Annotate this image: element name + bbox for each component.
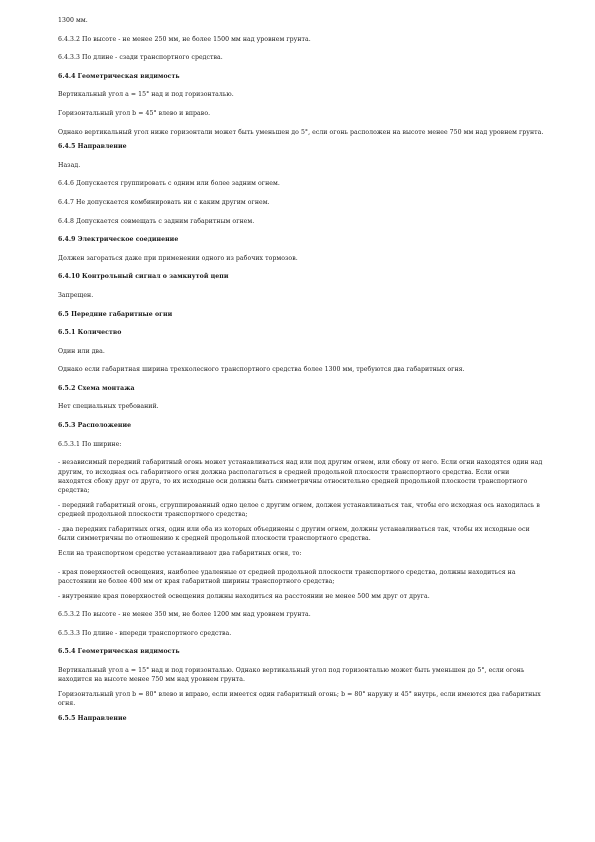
clause-height: 6.4.3.2 По высоте - не менее 250 мм, не более 1500 мм над уровнем грунта. bbox=[58, 35, 311, 43]
paragraph: 6.4.8 Допускается совмещать с задним габаритным огнем. bbox=[58, 217, 255, 225]
paragraph: 6.5.3.3 По длине - впереди транспортного средства. bbox=[58, 629, 232, 637]
paragraph: Вертикальный угол a = 15° над и под горизонталью. bbox=[58, 91, 234, 99]
section-heading: 6.4.9 Электрическое соединение bbox=[58, 236, 179, 244]
paragraph: 6.5.3.1 По ширине: bbox=[58, 440, 122, 448]
paragraph: Запрещен. bbox=[58, 291, 94, 299]
paragraph: Если на транспортном средстве устанавливают два габаритных огня, то: bbox=[58, 550, 302, 558]
paragraph: 6.4.7 Не допускается комбинировать ни с каким другим огнем. bbox=[58, 198, 270, 206]
section-heading: 6.5.1 Количество bbox=[58, 329, 122, 337]
paragraph: Однако если габаритная ширина трехколесного транспортного средства более 1300 мм, требуются два габаритных огня. bbox=[58, 366, 465, 374]
paragraph: Нет специальных требований. bbox=[58, 403, 159, 411]
list-item: - передний габаритный огонь, сгруппированный одно целое с другим огнем, должен устанавливаться так, чтобы его исходная ось находилась в средней продольной плоскости транспортного средства; bbox=[58, 502, 540, 519]
paragraph: Горизонтальный угол b = 80° влево и вправо, если имеется один габаритный огонь; b = 80° наружу и 45° внутрь, если имеются два габаритных огня. bbox=[58, 691, 541, 708]
paragraph: Однако вертикальный угол ниже горизонтали может быть уменьшен до 5°, если огонь расположен на высоте менее 750 мм над уровнем грунта. bbox=[58, 128, 544, 136]
section-heading: 6.5.5 Направление bbox=[58, 715, 127, 723]
list-item: - внутренние края поверхностей освещения должны находиться на расстоянии не менее 500 мм друг от друга. bbox=[58, 592, 430, 600]
section-heading: 6.5.4 Геометрическая видимость bbox=[58, 648, 180, 656]
section-heading: 6.4.10 Контрольный сигнал о замкнутой цепи bbox=[58, 273, 229, 281]
clause-length: 6.4.3.3 По длине - сзади транспортного средства. bbox=[58, 54, 223, 62]
list-item: - края поверхностей освещения, наиболее удаленные от средней продольной плоскости транспортного средства, должны находиться на расстоянии не более 400 мм от края габаритной ширины транспортного средства; bbox=[58, 568, 516, 586]
text-line: 1300 мм. bbox=[58, 17, 88, 24]
list-item: - два передних габаритных огня, один или оба из которых объединены с другим огнем, должны устанавливаться так, чтобы их исходные оси были симметричны по отношению к средней продольной плоскости транспортного средства. bbox=[58, 526, 530, 543]
paragraph: Горизонтальный угол b = 45° влево и вправо. bbox=[58, 109, 211, 117]
list-item: - независимый передний габаритный огонь может устанавливаться над или под другим огнем, или сбоку от него. Если огни находятся один над другим, то исходная ось габаритного огня должна располагаться в средней продольной плоскости транспортного средства. Если огни находятся сбоку друг от друга, то их исходные оси должны быть симметричны относительно средней продольной плоскости транспортного средства; bbox=[58, 459, 543, 495]
section-heading: 6.4.4 Геометрическая видимость bbox=[58, 72, 180, 80]
section-heading: 6.4.5 Направление bbox=[58, 143, 127, 151]
paragraph: Один или два. bbox=[58, 347, 105, 355]
section-heading: 6.5.2 Схема монтажа bbox=[58, 384, 135, 392]
paragraph: 6.5.3.2 По высоте - не менее 350 мм, не более 1200 мм над уровнем грунта. bbox=[58, 611, 311, 619]
section-heading: 6.5 Передние габаритные огни bbox=[58, 310, 173, 318]
paragraph: Вертикальный угол a = 15° над и под горизонталью. Однако вертикальный угол под горизонталью может быть уменьшен до 5°, если огонь находится на высоте менее 750 мм над уровнем грунта. bbox=[58, 667, 525, 684]
paragraph: Должен загораться даже при применении одного из рабочих тормозов. bbox=[58, 254, 298, 262]
section-heading: 6.5.3 Расположение bbox=[58, 422, 132, 430]
paragraph: Назад. bbox=[58, 161, 81, 169]
paragraph: 6.4.6 Допускается группировать с одним или более задним огнем. bbox=[58, 180, 280, 188]
